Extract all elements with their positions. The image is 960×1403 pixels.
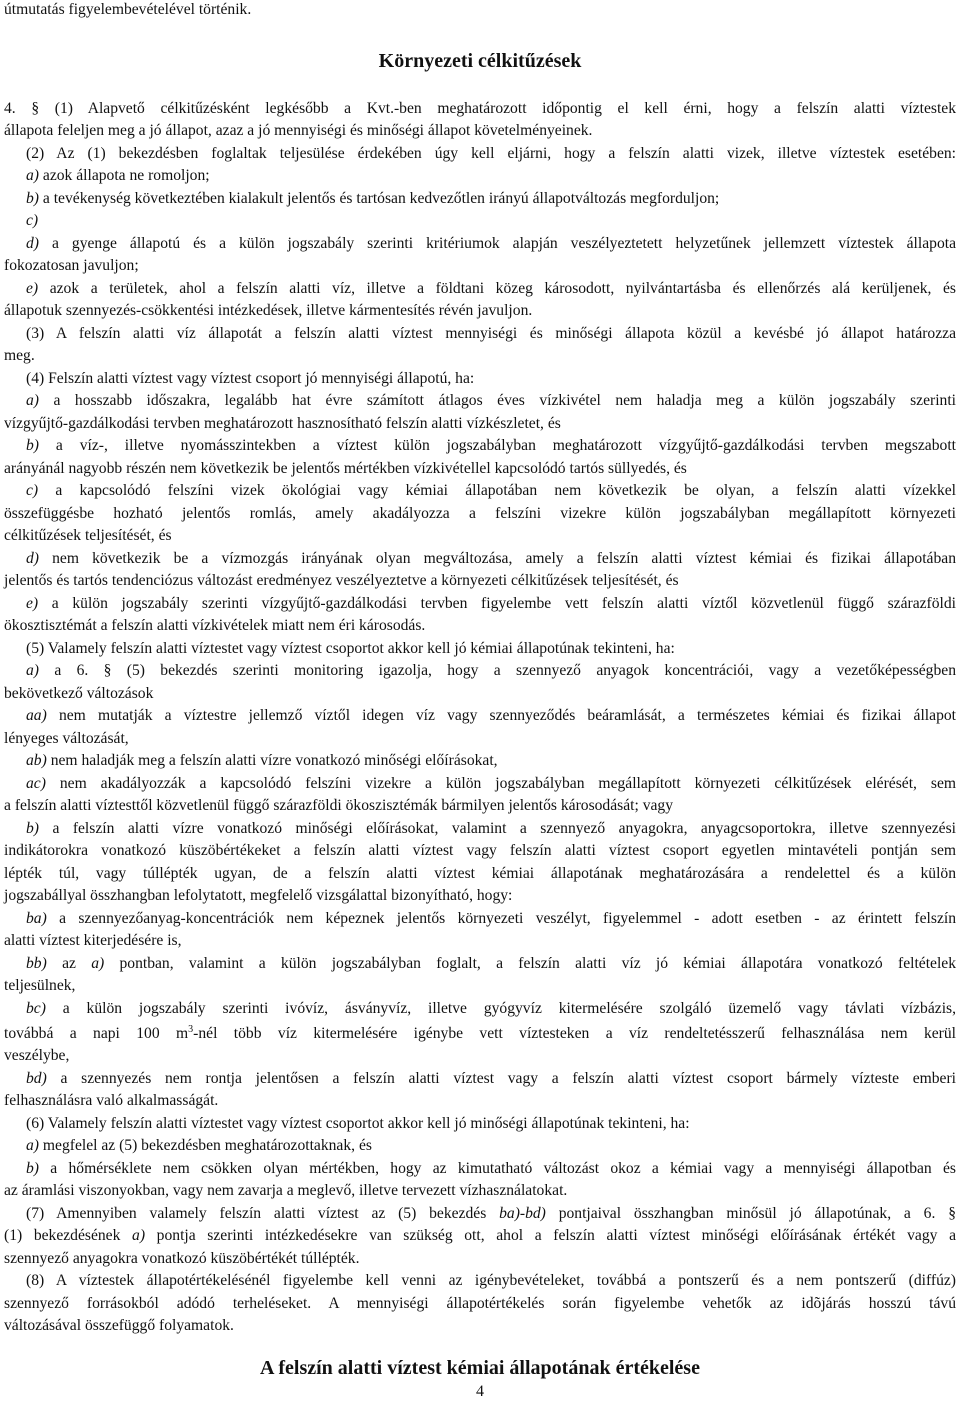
text-line: c) xyxy=(26,212,39,229)
text-line: (5) Valamely felszín alatti víztestet vagy víztest csoportot akkor kell jó kémiai állapotúnak tekinteni, ha: xyxy=(26,640,675,657)
page-number: 4 xyxy=(476,1383,484,1400)
text-line: lépték túl, vagy túllépték ugyan, de a felszín alatti víztest kémiai állapotának meghatározására a rendelettel és a külön xyxy=(4,865,956,882)
text-line: a) azok állapota ne romoljon; xyxy=(26,167,210,184)
text-line: indikátorokra vonatkozó küszöbértékeket a felszín alatti víztest vagy felszín alatti víztest csoport egyetlen mintavételi pontján sem xyxy=(4,842,956,859)
text-line: változásával összefüggő folyamatok. xyxy=(4,1317,234,1334)
text-line: arányánál nagyobb részén nem következik be jelentős mértékben vízkivétellel kapcsolódó tartós süllyedés, és xyxy=(4,460,687,477)
text-line: bc) a külön jogszabály szerinti ivóvíz, ásványvíz, illetve gyógyvíz kitermelésére szolgáló üzemelő vagy távlati vízbázis, xyxy=(26,1000,956,1017)
text-line: állapotuk szennyezés-csökkentési intézkedések, illetve kármentesítés révén javuljon. xyxy=(4,302,533,319)
text-line: e) azok a területek, ahol a felszín alatti víz, illetve a földtani közeg károsodott, nyilvántartásba és ellenőrzés alá kerüljenek, és xyxy=(26,280,956,297)
text-line: d) a gyenge állapotú és a külön jogszabály szerinti kritériumok alapján veszélyeztetett helyzetűnek jellemzett víztestek állapota xyxy=(26,235,956,252)
text-line: útmutatás figyelembevételével történik. xyxy=(4,1,252,18)
superscript-3: 3 xyxy=(188,1023,194,1035)
text-line: (1) bekezdésének a) pontja szerinti intézkedésekre van szükség ott, ahol a felszín alatti víztest minőségi előírásának értékét vagy a xyxy=(4,1227,957,1244)
text-line: b) a hőmérséklete nem csökken olyan mértékben, hogy az kimutatható változást okoz a kémiai vagy a mennyiségi állapotban és xyxy=(26,1160,956,1177)
text-line: ab) nem haladják meg a felszín alatti vízre vonatkozó minőségi előírásokat, xyxy=(26,752,498,769)
text-line: (2) Az (1) bekezdésben foglaltak teljesülése érdekében úgy kell eljárni, hogy a felszín alatti vizek, illetve víztestek esetében: xyxy=(26,145,956,162)
text-line: állapota feleljen meg a jó állapot, azaz a jó mennyiségi és minőségi állapot követelményeinek. xyxy=(4,122,593,139)
text-line: meg. xyxy=(4,347,35,364)
text-line: jelentős és tartós tendenciózus változást eredményez veszélyeztetve a környezeti célkitűzések teljesítését, és xyxy=(4,572,679,589)
text-line: ba) a szennyezőanyag-koncentrációk nem képeznek jelentős környezeti veszélyt, figyelemmel - adott esetben - az érintett felszín xyxy=(26,910,956,927)
text-line: alatti víztest kiterjedésére is, xyxy=(4,932,182,949)
text-line: továbbá a napi 100 $m^3$-nél több víz kitermelésére igénybe vett víztesteken a víz rendeltetésszerű felhasználása nem kerül xyxy=(4,1023,956,1042)
text-line: a) megfelel az (5) bekezdésben meghatározottaknak, és xyxy=(26,1137,372,1154)
text-line: aa) nem mutatják a víztestre jellemző víztől idegen víz vagy szennyeződés beáramlását, a természetes kémiai és fizikai állapot xyxy=(26,707,956,724)
text-line: fokozatosan javuljon; xyxy=(4,257,139,274)
text-line: a) a 6. § (5) bekezdés szerinti monitoring igazolja, hogy a szennyező anyagok koncentrációi, vagy a vezetőképességben xyxy=(26,662,956,679)
text-line: felhasználásra való alkalmasságát. xyxy=(4,1092,219,1109)
text-line: bb) az a) pontban, valamint a külön jogszabályban foglalt, a felszín alatti víz jó kémiai állapotára vonatkozó feltételek xyxy=(26,955,957,972)
text-line: vízgyűjtő-gazdálkodási tervben meghatározott hasznosítható felszín alatti vízkészletet, és xyxy=(4,415,561,432)
text-line: b) a felszín alatti vízre vonatkozó minőségi előírásokat, valamint a szennyező anyagokra, anyagcsoportokra, illetve szennyezési xyxy=(26,820,956,837)
text-line: 4. § (1) Alapvető célkitűzésként legkésőbb a Kvt.-ben meghatározott időpontig el kell érni, hogy a felszín alatti víztestek xyxy=(4,100,956,117)
text-line: veszélybe, xyxy=(4,1047,70,1064)
text-line: b) a tevékenység következtében kialakult jelentős és tartósan kedvezőtlen irányú állapotváltozás megforduljon; xyxy=(26,190,720,207)
text-line: szennyező anyagokra vonatkozó küszöbértékét túllépték. xyxy=(4,1250,360,1267)
text-line: (3) A felszín alatti víz állapotát a felszín alatti víztest mennyiségi és minőségi állapota közül a kevésbé jó állapot határozza xyxy=(26,325,956,342)
text-line: jogszabállyal összhangban lefolytatott, megfelelő vizsgálattal bizonyítható, hogy: xyxy=(4,887,513,904)
text-line: (7) Amennyiben valamely felszín alatti víztest az (5) bekezdés ba)-bd) pontjaival összhangban minősül jó állapotúnak, a 6. § xyxy=(26,1205,956,1222)
section-heading: A felszín alatti víztest kémiai állapotának értékelése xyxy=(260,1357,700,1379)
text-line: (4) Felszín alatti víztest vagy víztest csoport jó mennyiségi állapotú, ha: xyxy=(26,370,475,387)
text-line: összefüggésbe hozható jelentős romlás, amely akadályozza a felszíni vizekre külön jogszabályban megállapított környezeti xyxy=(4,505,956,522)
text-line: a) a hosszabb időszakra, legalább hat évre számított átlagos éves vízkivétel nem haladja meg a külön jogszabály szerinti xyxy=(26,392,956,409)
text-line: bekövetkező változások xyxy=(4,685,154,702)
text-line: célkitűzések teljesítését, és xyxy=(4,527,172,544)
text-line: bd) a szennyezés nem rontja jelentősen a felszín alatti víztest vagy a felszín alatti víztest csoport bármely vízteste emberi xyxy=(26,1070,956,1087)
text-line: (8) A víztestek állapotértékelésénél figyelembe kell venni az igénybevételeket, továbbá a pontszerű és a nem pontszerű (diffúz) xyxy=(26,1272,956,1289)
text-line: b) a víz-, illetve nyomásszintekben a víztest külön jogszabályban meghatározott vízgyűjtő-gazdálkodási tervben megszabott xyxy=(26,437,956,454)
text-line: c) a kapcsolódó felszíni vizek ökológiai vagy kémiai állapotában nem következik be olyan, a felszín alatti vízekkel xyxy=(26,482,956,499)
text-line: a felszín alatti víztesttől közvetlenül függő szárazföldi ökoszisztémák bármilyen jelentős károsodását; vagy xyxy=(4,797,674,814)
section-heading: Környezeti célkitűzések xyxy=(378,50,582,72)
text-line: lényeges változását, xyxy=(4,730,129,747)
text-line: ac) nem akadályozzák a kapcsolódó felszíni vizekre a külön jogszabályban megállapított környezeti célkitűzések elérését, sem xyxy=(26,775,956,792)
text-line: teljesülnek, xyxy=(4,977,76,994)
text-line: ökosztisztémát a felszín alatti vízkivételek miatt nem éri károsodás. xyxy=(4,617,426,634)
text-line: d) nem következik be a vízmozgás irányának olyan megváltozása, amely a felszín alatti víztest kémiai és fizikai állapotában xyxy=(26,550,956,567)
text-line: e) a külön jogszabály szerinti vízgyűjtő-gazdálkodási tervben figyelembe vett felszín alatti víztől közvetlenül függő szárazföldi xyxy=(26,595,956,612)
text-line: az áramlási viszonyokban, vagy nem zavarja a meglevő, illetve tervezett vízhasználatokat. xyxy=(4,1182,568,1199)
text-line: (6) Valamely felszín alatti víztestet vagy víztest csoportot akkor kell jó minőségi állapotúnak tekinteni, ha: xyxy=(26,1115,690,1132)
text-line: szennyező forrásokból adódó terheléseket. A mennyiségi állapotértékelés során figyelembe vehetők az idõjárás hosszú távú xyxy=(4,1295,956,1312)
